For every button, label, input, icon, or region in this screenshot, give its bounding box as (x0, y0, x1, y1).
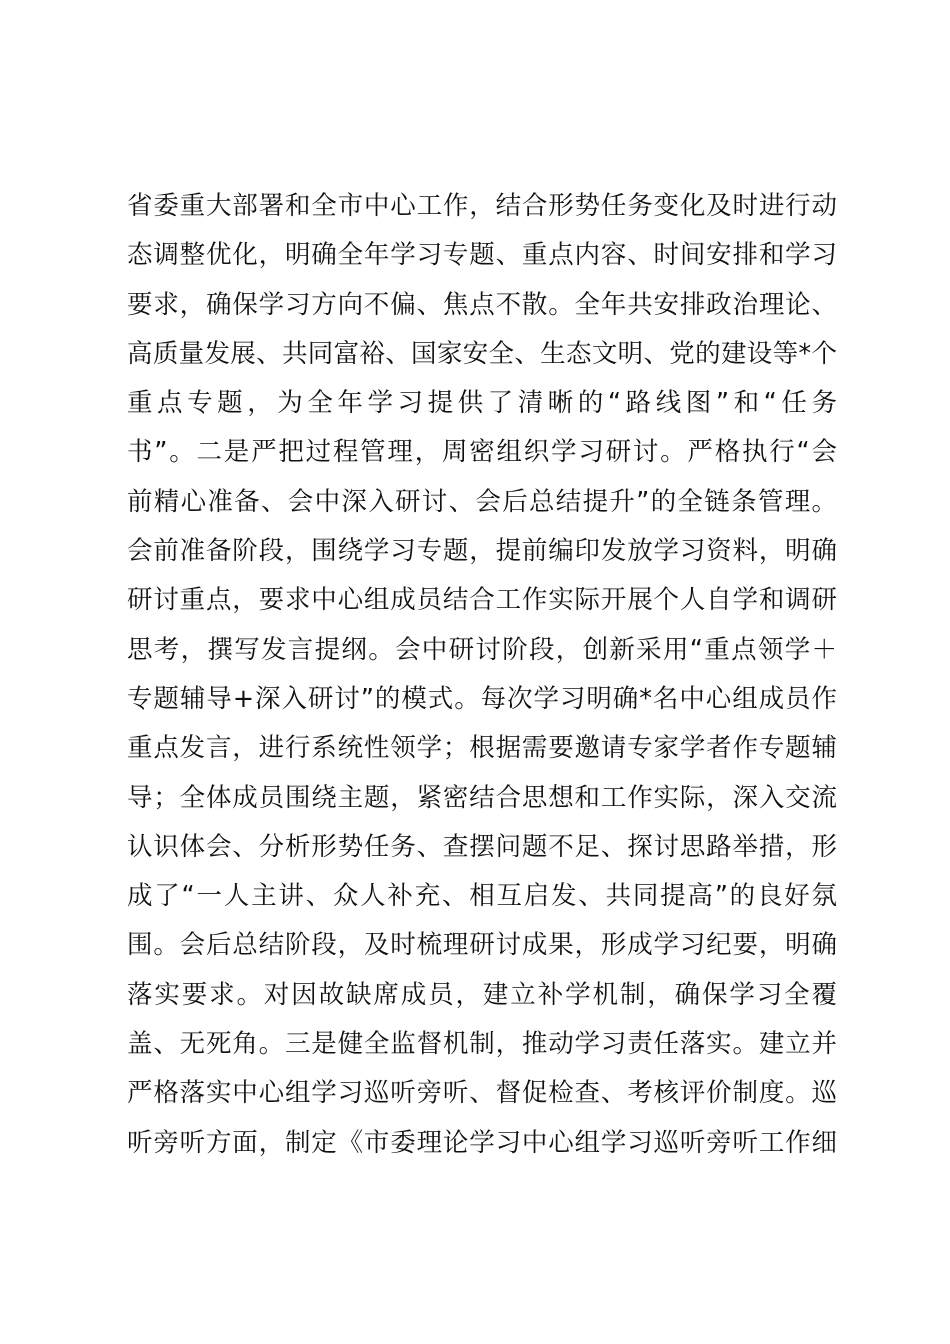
text-line: 盖、无死角。三是健全监督机制，推动学习责任落实。建立并 (127, 1029, 837, 1060)
text-line: 导；全体成员围绕主题，紧密结合思想和工作实际，深入交流 (127, 782, 837, 813)
text-line: 重点发言，进行系统性领学；根据需要邀请专家学者作专题辅 (127, 733, 837, 764)
text-line: 严格落实中心组学习巡听旁听、督促检查、考核评价制度。巡 (127, 1078, 837, 1109)
body-paragraph (127, 182, 837, 1168)
text-line: 书”。二是严把过程管理，周密组织学习研讨。严格执行“会 (127, 437, 837, 468)
text-line: 前精心准备、会中深入研讨、会后总结提升”的全链条管理。 (127, 486, 837, 517)
text-line: 省委重大部署和全市中心工作，结合形势任务变化及时进行动 (127, 191, 837, 221)
text-line: 围。会后总结阶段，及时梳理研讨成果，形成学习纪要，明确 (127, 930, 837, 961)
text-line: 会前准备阶段，围绕学习专题，提前编印发放学习资料，明确 (127, 536, 837, 567)
text-line: 重点专题，为全年学习提供了清晰的“路线图”和“任务 (127, 388, 837, 419)
text-line: 专题辅导+深入研讨”的模式。每次学习明确*名中心组成员作 (127, 683, 837, 714)
text-line: 认识体会、分析形势任务、查摆问题不足、探讨思路举措，形 (127, 831, 837, 862)
text-line: 成了“一人主讲、众人补充、相互启发、共同提高”的良好氛 (127, 881, 837, 912)
text-line: 落实要求。对因故缺席成员，建立补学机制，确保学习全覆 (127, 979, 837, 1010)
text-line: 要求，确保学习方向不偏、焦点不散。全年共安排政治理论、 (127, 289, 837, 320)
text-line: 思考，撰写发言提纲。会中研讨阶段，创新采用“重点领学＋ (127, 634, 837, 665)
text-line: 高质量发展、共同富裕、国家安全、生态文明、党的建设等*个 (127, 338, 837, 369)
text-line: 研讨重点，要求中心组成员结合工作实际开展个人自学和调研 (127, 585, 837, 616)
text-line: 态调整优化，明确全年学习专题、重点内容、时间安排和学习 (127, 240, 837, 271)
text-line: 听旁听方面，制定《市委理论学习中心组学习巡听旁听工作细 (127, 1127, 837, 1158)
